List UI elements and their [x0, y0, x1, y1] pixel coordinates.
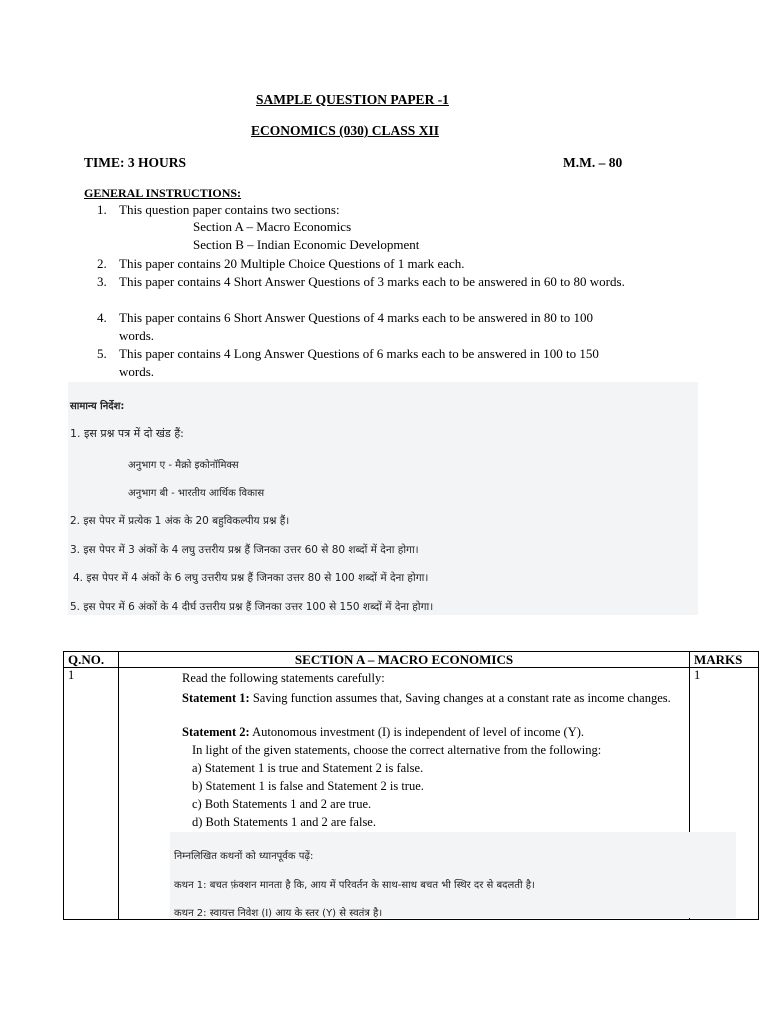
question-marks: 1 [690, 668, 759, 920]
instruction-text: This paper contains 4 Long Answer Questions of 6 marks each to be answered in 100 to 150 words. [119, 346, 599, 379]
hindi-line: 1. इस प्रश्न पत्र में दो खंड हैं: [70, 427, 184, 440]
hindi-line: अनुभाग ए - मैक्रो इकोनॉमिक्स [128, 460, 239, 471]
hindi-line: 4. इस पेपर में 4 अंकों के 6 लघु उत्तरीय प्रश्न हैं जिनका उत्तर 80 से 100 शब्दों में देना होगा। [73, 572, 429, 584]
hindi-question-line: निम्नलिखित कथनों को ध्यानपूर्वक पढ़ें: [174, 851, 314, 862]
paper-subtitle: ECONOMICS (030) CLASS XII [251, 123, 439, 138]
statement-2-text: Autonomous investment (I) is independent of level of income (Y). [249, 725, 585, 739]
question-number: 1 [64, 668, 119, 920]
statement-2 [182, 725, 742, 740]
question-body [119, 668, 690, 920]
statement-1-label: Statement 1: [182, 691, 250, 705]
instruction-text: This question paper contains two sections: [119, 202, 340, 217]
question-intro: Read the following statements carefully: [182, 671, 385, 685]
hindi-line: 2. इस पेपर में प्रत्येक 1 अंक के 20 बहुविकल्पीय प्रश्न हैं। [70, 515, 290, 527]
section-a-line: Section A – Macro Economics [193, 219, 352, 234]
qno-header: Q.NO. [64, 652, 119, 668]
question-table [63, 651, 759, 920]
hindi-question-panel [170, 832, 736, 918]
instructions-heading: GENERAL INSTRUCTIONS: [84, 186, 242, 200]
instruction-text: This paper contains 20 Multiple Choice Questions of 1 mark each. [119, 256, 465, 271]
marks-header: MARKS [690, 652, 759, 668]
hindi-question-line: कथन 2: स्वायत्त निवेश (I) आय के स्तर (Y) से स्वतंत्र है। [174, 908, 383, 919]
option-b: b) Statement 1 is false and Statement 2 is true. [192, 779, 424, 793]
hindi-heading: सामान्य निर्देश: [70, 401, 125, 412]
instruction-number: 4. [97, 310, 107, 325]
instruction-number: 3. [97, 274, 107, 289]
statement-1-text: Saving function assumes that, Saving changes at a constant rate as income changes. [249, 691, 671, 705]
option-d: d) Both Statements 1 and 2 are false. [192, 815, 376, 829]
option-c: c) Both Statements 1 and 2 are true. [192, 797, 372, 811]
hindi-line: 5. इस पेपर में 6 अंकों के 4 दीर्घ उत्तरीय प्रश्न हैं जिनका उत्तर 100 से 150 शब्दों में देना होगा। [70, 601, 434, 613]
table-header-row [64, 652, 759, 668]
question-prompt: In light of the given statements, choose the correct alternative from the following: [192, 743, 602, 757]
section-header: SECTION A – MACRO ECONOMICS [119, 652, 690, 668]
hindi-question-line: कथन 1: बचत फ़ंक्शन मानता है कि, आय में परिवर्तन के साथ-साथ बचत भी स्थिर दर से बदलती है। [174, 880, 535, 891]
hindi-line: अनुभाग बी - भारतीय आर्थिक विकास [128, 488, 265, 499]
instruction-number: 2. [97, 256, 107, 271]
section-b-line: Section B – Indian Economic Development [193, 237, 420, 252]
time-allowed: TIME: 3 HOURS [84, 155, 187, 170]
table-row [64, 668, 759, 920]
hindi-line: 3. इस पेपर में 3 अंकों के 4 लघु उत्तरीय प्रश्न हैं जिनका उत्तर 60 से 80 शब्दों में देना होगा। [70, 544, 419, 556]
hindi-instructions-panel [68, 382, 698, 615]
instruction-number: 1. [97, 202, 107, 217]
statement-2-label: Statement 2: [182, 725, 250, 739]
maximum-marks: M.M. – 80 [563, 155, 623, 170]
instruction-number: 5. [97, 346, 107, 361]
paper-title: SAMPLE QUESTION PAPER -1 [256, 92, 449, 107]
instruction-text: This paper contains 4 Short Answer Questions of 3 marks each to be answered in 60 to 80 words. [119, 274, 625, 289]
instruction-text: This paper contains 6 Short Answer Questions of 4 marks each to be answered in 80 to 100 words. [119, 310, 594, 343]
option-a: a) Statement 1 is true and Statement 2 is false. [192, 761, 424, 775]
statement-1 [182, 689, 742, 707]
